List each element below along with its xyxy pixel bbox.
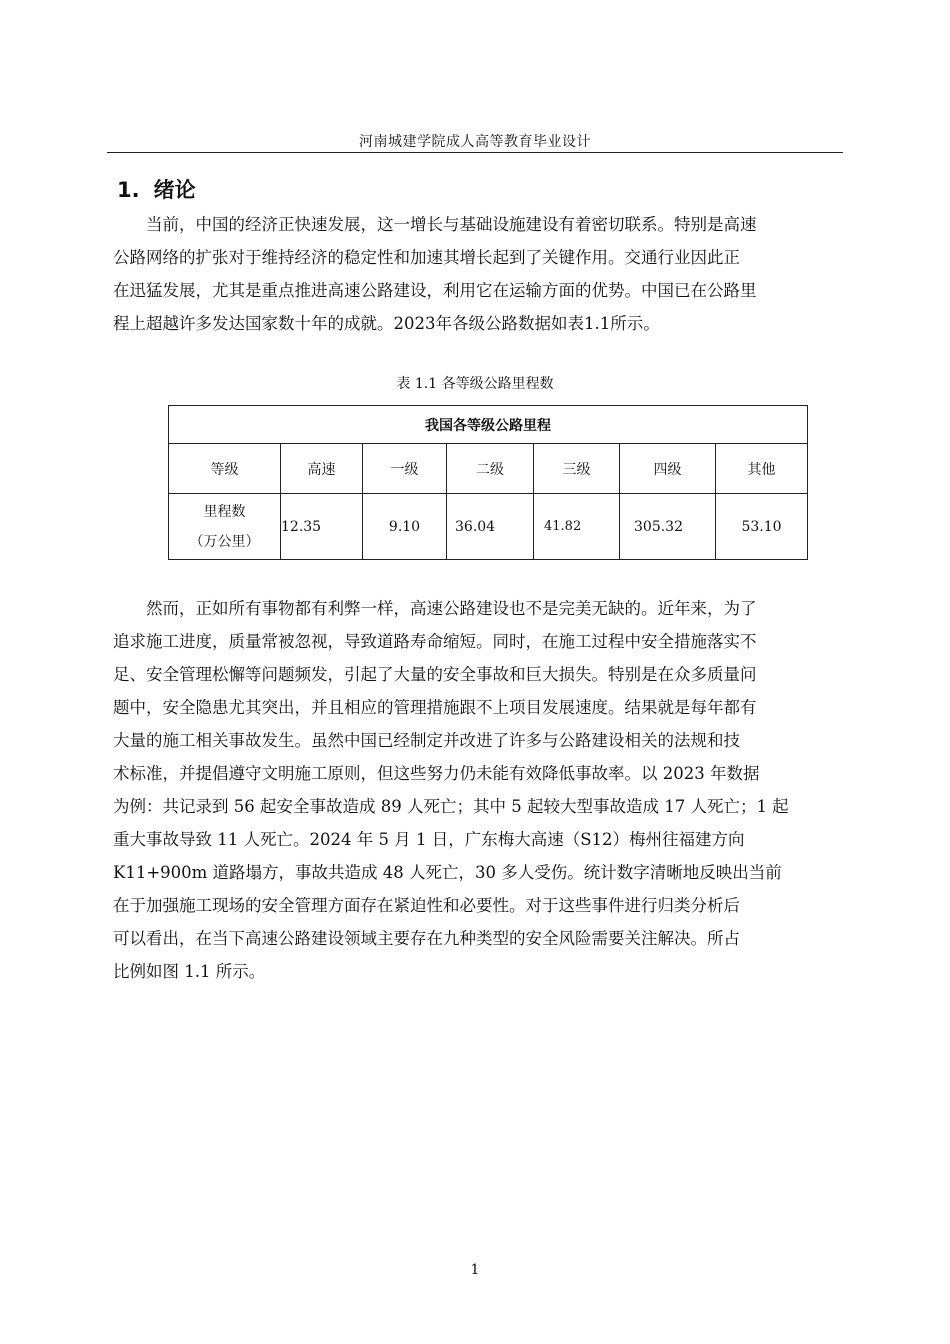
paragraph-line: 追求施工进度，质量常被忽视，导致道路寿命缩短。同时，在施工过程中安全措施落实不: [113, 632, 757, 651]
paragraph-line: 足、安全管理松懈等问题频发，引起了大量的安全事故和巨大损失。特别是在众多质量问: [113, 665, 757, 684]
paragraph-line: 公路网络的扩张对于维持经济的稳定性和加速其增长起到了关键作用。交通行业因此正: [113, 248, 740, 267]
page-header-title: 河南城建学院成人高等教育毕业设计: [359, 134, 591, 150]
table-header-cell: 其他: [716, 444, 808, 494]
table-header-cell: 二级: [447, 444, 534, 494]
table-header-cell: 一级: [363, 444, 447, 494]
table-header-row: [169, 444, 808, 494]
paragraph-line: 在迅猛发展，尤其是重点推进高速公路建设，利用它在运输方面的优势。中国已在公路里: [113, 281, 757, 300]
table-value-cell: 305.32: [620, 494, 716, 560]
paragraph-line: 重大事故导致 11 人死亡。2024 年 5 月 1 日，广东梅大高速（S12）梅州往福建方向: [113, 830, 745, 849]
header-rule: [107, 152, 843, 153]
table-header-cell: 高速: [281, 444, 363, 494]
table-value-cell: 41.82: [534, 494, 620, 560]
table-value-cell: 36.04: [447, 494, 534, 560]
paragraph-line: 大量的施工相关事故发生。虽然中国已经制定并改进了许多与公路建设相关的法规和技: [113, 731, 740, 750]
section-heading: [117, 174, 196, 204]
table-value-cell: 9.10: [363, 494, 447, 560]
section-title: 绪论: [153, 178, 196, 202]
page-number: 1: [470, 1262, 480, 1278]
table-header-cell: 等级: [169, 444, 281, 494]
row-label-line1: 里程数: [203, 503, 246, 520]
paragraph-line: 题中，安全隐患尤其突出，并且相应的管理措施跟不上项目发展速度。结果就是每年都有: [113, 698, 757, 717]
body-paragraph: [113, 592, 839, 988]
table-data-row: [169, 494, 808, 560]
table-caption: 表 1.1 各等级公路里程数: [396, 376, 554, 392]
table-value-cell: 53.10: [716, 494, 808, 560]
paragraph-line: 在于加强施工现场的安全管理方面存在紧迫性和必要性。对于这些事件进行归类分析后: [113, 896, 740, 915]
paragraph-line: 然而，正如所有事物都有利弊一样，高速公路建设也不是完美无缺的。近年来，为了: [113, 599, 757, 618]
paragraph-line: 术标准，并提倡遵守文明施工原则，但这些努力仍未能有效降低事故率。以 2023 年数据: [113, 764, 760, 783]
table-header-cell: 三级: [534, 444, 620, 494]
road-mileage-table: [168, 405, 808, 560]
table-value-cell: 12.35: [281, 494, 363, 560]
paragraph-line: 比例如图 1.1 所示。: [113, 962, 266, 981]
table-header-cell: 四级: [620, 444, 716, 494]
section-number: 1.: [117, 178, 140, 202]
paragraph-line: 可以看出，在当下高速公路建设领域主要存在九种类型的安全风险需要关注解决。所占: [113, 929, 740, 948]
paragraph-line: 程上超越许多发达国家数十年的成就。2023年各级公路数据如表1.1所示。: [113, 314, 660, 333]
intro-paragraph: [113, 208, 839, 340]
paragraph-line: K11+900m 道路塌方，事故共造成 48 人死亡，30 多人受伤。统计数字清晰地反映出当前: [113, 863, 782, 882]
row-label-cell: [169, 494, 281, 560]
table-title-row: [169, 406, 808, 444]
paragraph-line: 为例：共记录到 56 起安全事故造成 89 人死亡；其中 5 起较大型事故造成 17 人死亡；1 起: [113, 797, 789, 816]
table-title: 我国各等级公路里程: [169, 406, 808, 444]
row-label-line2: （万公里）: [189, 533, 260, 550]
paragraph-line: 当前，中国的经济正快速发展，这一增长与基础设施建设有着密切联系。特别是高速: [113, 215, 757, 234]
